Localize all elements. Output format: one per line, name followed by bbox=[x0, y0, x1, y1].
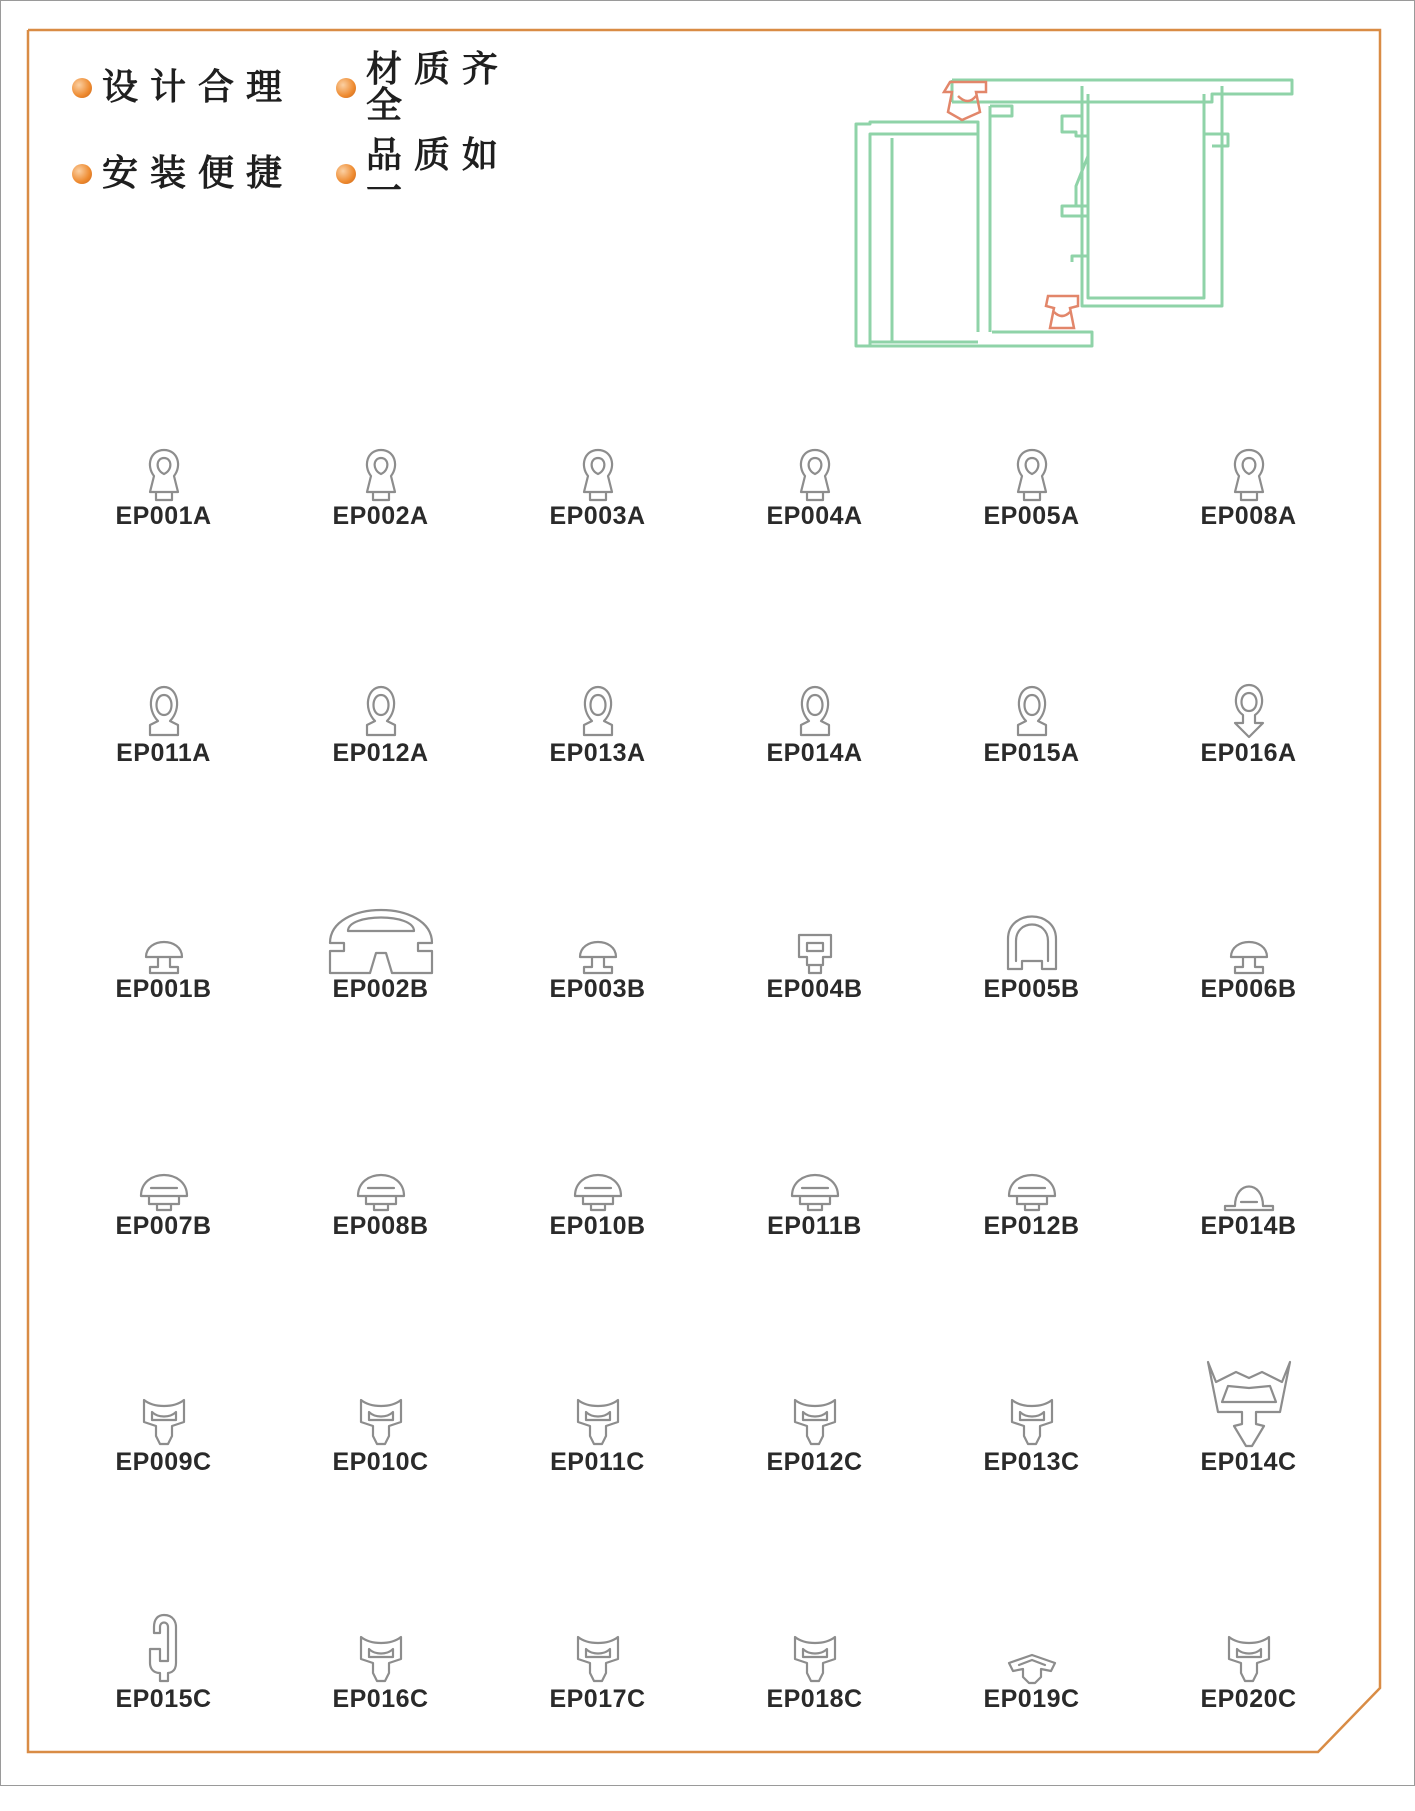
product-code: EP004A bbox=[706, 502, 923, 531]
product-code: EP016C bbox=[272, 1685, 489, 1714]
seal-bulb-icon bbox=[359, 448, 403, 502]
product-item bbox=[1140, 865, 1357, 1102]
bullet-icon bbox=[336, 164, 356, 184]
seal-ring-icon bbox=[142, 685, 186, 739]
seal-ring-icon bbox=[793, 685, 837, 739]
seal-dome-icon bbox=[788, 1166, 842, 1212]
product-item bbox=[489, 629, 706, 866]
product-item bbox=[55, 865, 272, 1102]
product-code: EP014C bbox=[1140, 1448, 1357, 1477]
product-code: EP015A bbox=[923, 739, 1140, 768]
seal-wing-icon bbox=[791, 1396, 839, 1448]
window-profile-diagram bbox=[852, 76, 1302, 356]
seal-ring-icon bbox=[1010, 685, 1054, 739]
seal-bulb-icon bbox=[1227, 448, 1271, 502]
product-item bbox=[706, 1338, 923, 1575]
feature-item: 品质如一 bbox=[336, 138, 556, 210]
product-code: EP010B bbox=[489, 1212, 706, 1241]
product-code: EP012C bbox=[706, 1448, 923, 1477]
product-item bbox=[923, 865, 1140, 1102]
seal-hook-icon bbox=[142, 1613, 186, 1685]
product-item bbox=[55, 1338, 272, 1575]
product-code: EP012A bbox=[272, 739, 489, 768]
product-code: EP004B bbox=[706, 975, 923, 1004]
product-code: EP003B bbox=[489, 975, 706, 1004]
product-item bbox=[489, 1575, 706, 1811]
product-code: EP005A bbox=[923, 502, 1140, 531]
product-code: EP011B bbox=[706, 1212, 923, 1241]
product-code: EP001A bbox=[55, 502, 272, 531]
seal-tall-dome-icon bbox=[1004, 913, 1060, 975]
product-code: EP001B bbox=[55, 975, 272, 1004]
seal-dome-icon bbox=[354, 1166, 408, 1212]
seal-wing-icon bbox=[1225, 1633, 1273, 1685]
feature-item: 安装便捷 bbox=[72, 138, 336, 210]
product-item bbox=[272, 1575, 489, 1811]
product-code: EP003A bbox=[489, 502, 706, 531]
product-item bbox=[1140, 1338, 1357, 1575]
product-item bbox=[706, 865, 923, 1102]
seal-mushroom-icon bbox=[142, 931, 186, 975]
product-item bbox=[489, 392, 706, 629]
feature-list bbox=[72, 52, 556, 210]
product-code: EP010C bbox=[272, 1448, 489, 1477]
product-item bbox=[706, 392, 923, 629]
seal-wing-icon bbox=[574, 1633, 622, 1685]
product-catalog bbox=[55, 392, 1251, 1811]
product-item bbox=[923, 1575, 1140, 1811]
seal-wing-icon bbox=[574, 1396, 622, 1448]
product-item bbox=[706, 1575, 923, 1811]
product-item bbox=[272, 865, 489, 1102]
product-code: EP016A bbox=[1140, 739, 1357, 768]
product-item bbox=[923, 392, 1140, 629]
seal-ring-icon bbox=[576, 685, 620, 739]
product-code: EP006B bbox=[1140, 975, 1357, 1004]
seal-bulb-icon bbox=[576, 448, 620, 502]
product-code: EP017C bbox=[489, 1685, 706, 1714]
product-item bbox=[272, 1338, 489, 1575]
product-item bbox=[1140, 629, 1357, 866]
product-code: EP015C bbox=[55, 1685, 272, 1714]
bullet-icon bbox=[72, 164, 92, 184]
product-code: EP019C bbox=[923, 1685, 1140, 1714]
product-code: EP011A bbox=[55, 739, 272, 768]
seal-large-dome-icon bbox=[326, 889, 436, 975]
product-code: EP012B bbox=[923, 1212, 1140, 1241]
product-code: EP008A bbox=[1140, 502, 1357, 531]
bullet-icon bbox=[72, 78, 92, 98]
product-code: EP014A bbox=[706, 739, 923, 768]
seal-bulb-icon bbox=[142, 448, 186, 502]
product-item bbox=[923, 1338, 1140, 1575]
product-item bbox=[55, 1575, 272, 1811]
seal-wing-icon bbox=[357, 1396, 405, 1448]
feature-item: 材质齐全 bbox=[336, 52, 556, 124]
product-item bbox=[55, 629, 272, 866]
product-item bbox=[489, 1338, 706, 1575]
product-item bbox=[489, 865, 706, 1102]
product-code: EP005B bbox=[923, 975, 1140, 1004]
product-item bbox=[489, 1102, 706, 1339]
product-item bbox=[923, 1102, 1140, 1339]
seal-large-wing-icon bbox=[1204, 1358, 1294, 1448]
product-code: EP018C bbox=[706, 1685, 923, 1714]
product-code: EP013A bbox=[489, 739, 706, 768]
product-item bbox=[1140, 1575, 1357, 1811]
seal-flat-dome-icon bbox=[1221, 1178, 1277, 1212]
seal-square-icon bbox=[795, 931, 835, 975]
product-code: EP008B bbox=[272, 1212, 489, 1241]
seal-flat-wing-icon bbox=[1005, 1653, 1059, 1685]
product-item bbox=[923, 629, 1140, 866]
seal-ring-icon bbox=[359, 685, 403, 739]
product-item bbox=[706, 1102, 923, 1339]
product-code: EP011C bbox=[489, 1448, 706, 1477]
seal-bulb-icon bbox=[1010, 448, 1054, 502]
seal-wing-icon bbox=[140, 1396, 188, 1448]
product-code: EP002A bbox=[272, 502, 489, 531]
product-item bbox=[272, 392, 489, 629]
product-code: EP009C bbox=[55, 1448, 272, 1477]
seal-bulb-icon bbox=[793, 448, 837, 502]
product-item bbox=[272, 1102, 489, 1339]
seal-dome-icon bbox=[1005, 1166, 1059, 1212]
product-item bbox=[55, 392, 272, 629]
bullet-icon bbox=[336, 78, 356, 98]
product-code: EP020C bbox=[1140, 1685, 1357, 1714]
product-item bbox=[1140, 392, 1357, 629]
seal-mushroom-icon bbox=[1227, 931, 1271, 975]
product-item bbox=[706, 629, 923, 866]
product-code: EP002B bbox=[272, 975, 489, 1004]
product-code: EP014B bbox=[1140, 1212, 1357, 1241]
seal-ring-arrow-icon bbox=[1227, 683, 1271, 739]
seal-wing-icon bbox=[1008, 1396, 1056, 1448]
product-code: EP007B bbox=[55, 1212, 272, 1241]
product-item bbox=[272, 629, 489, 866]
seal-dome-icon bbox=[571, 1166, 625, 1212]
seal-wing-icon bbox=[357, 1633, 405, 1685]
seal-mushroom-icon bbox=[576, 931, 620, 975]
product-item bbox=[1140, 1102, 1357, 1339]
product-item bbox=[55, 1102, 272, 1339]
seal-dome-icon bbox=[137, 1166, 191, 1212]
feature-item: 设计合理 bbox=[72, 52, 336, 124]
seal-wing-icon bbox=[791, 1633, 839, 1685]
product-code: EP013C bbox=[923, 1448, 1140, 1477]
